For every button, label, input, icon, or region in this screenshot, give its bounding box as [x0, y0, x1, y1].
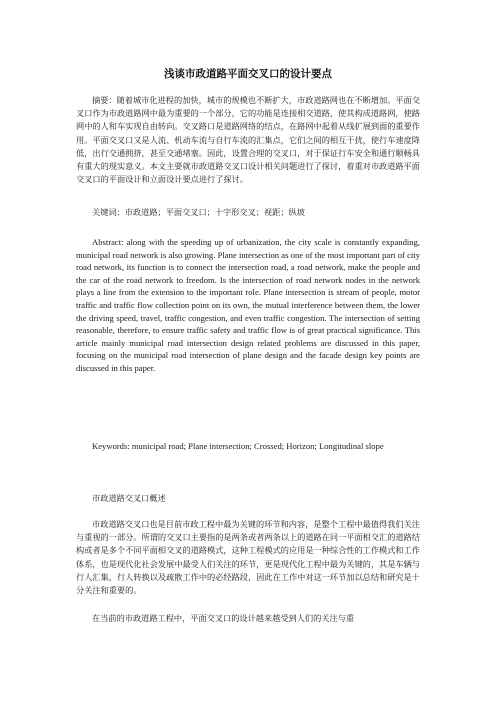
keywords-chinese: 关键词：市政道路；平面交叉口；十字形交叉；视距；纵坡 — [92, 207, 305, 217]
abstract-english: Abstract: along with the speeding up of urbanization, the city scale is constantly expanding, municipal road network is also growing. Plane intersection as one of the most important part of city road network, its function is to connect the intersection road, a road network, make the people and the car of the road network to freedom. Is the intersection of road network nodes in the network plays a line from the extension to the important role. Plane intersection is stream of people, motor traffic and traffic flow collection point on its own, the mutual interference between them, the lower the driving speed, travel, traffic congestion, and even traffic congestion. The intersection of setting reasonable, therefore, to ensure traffic safety and traffic flow is of great practical significance. This article mainly municipal road intersection design related problems are discussed in this paper, focusing on the municipal road intersection of plane design and the facade design key points are discussed in this paper. — [76, 237, 420, 373]
section-paragraph-1: 市政道路交叉口也是目前市政工程中最为关键的环节和内容，是整个工程中最值得我们关注与重视的一部分。所谓的交叉口主要指的是两条或者两条以上的道路在同一平面相交汇的道路结构或者是多个不同平面相交叉的道路模式，这种工程模式的应用是一种综合性的工作模式和工作体系，也是现代化社会发展中最受人们关注的环节，更是现代化工程中最为关键的，其是车辆与行人汇集，行人转换以及疏散工作中的必经路段，因此在工作中对这一环节加以总结和研究是十分关注和重要的。 — [76, 519, 420, 596]
document-title: 浅谈市政道路平面交叉口的设计要点 — [164, 68, 332, 80]
section-heading: 市政道路交叉口概述 — [92, 493, 166, 503]
section-paragraph-2: 在当前的市政道路工程中，平面交叉口的设计越来越受到人们的关注与重 — [92, 613, 355, 623]
abstract-chinese: 摘要：随着城市化进程的加快，城市的规模也不断扩大，市政道路网也在不断增加。平面交叉口作为市政道路网中最为重要的一个部分，它的功能是连接相交道路，使其构成道路网，使路网中的人和车实现自由转向。交叉路口是道路网络的结点，在路网中起着从线扩展到面的重要作用。平面交叉口又是人流、机动车流与自行车流的汇集点，它们之间的相互干扰，使行车速度降低，出行交通拥挤，甚至交通堵塞。因此，设置合理的交叉口，对于保证行车安全和通行顺畅具有重大的现实意义。本文主要就市政道路交叉口设计相关问题进行了探讨，着重对市政道路平面交叉口的平面设计和立面设计要点进行了探讨。 — [76, 95, 420, 185]
keywords-english: Keywords: municipal road; Plane intersection; Crossed; Horizon; Longitudinal slope — [92, 441, 384, 451]
